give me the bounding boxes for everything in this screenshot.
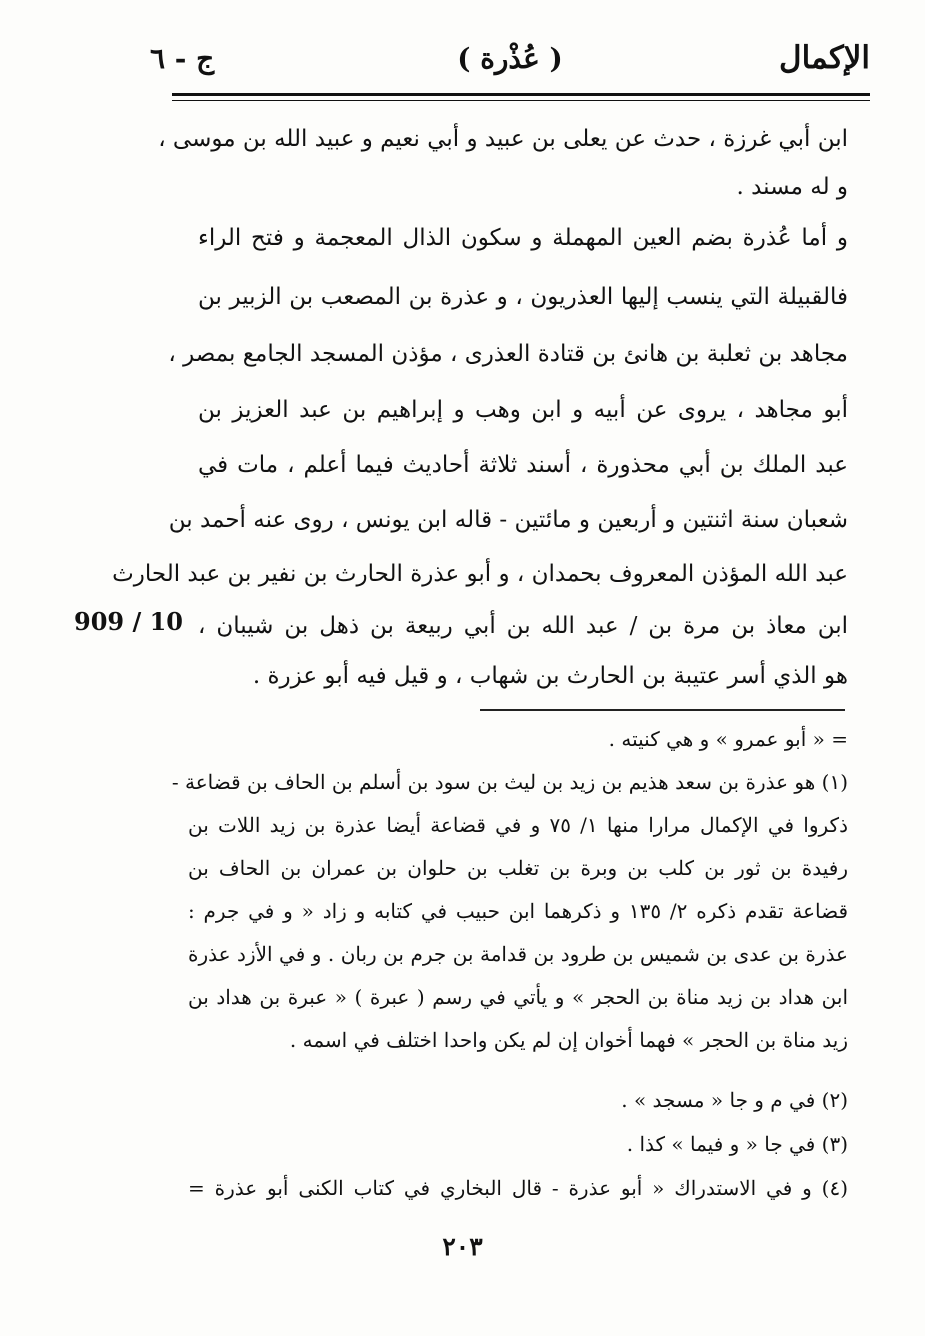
footnote-line: = « أبو عمرو » و هي كنيته .: [608, 727, 848, 751]
text-line: و أما عُذرة بضم العين المهملة و سكون الذال المعجمة و فتح الراء: [198, 225, 848, 251]
footnote-line: (١) هو عذرة بن سعد هذيم بن زيد بن ليث بن سود بن أسلم بن الحاف بن قضاعة -: [171, 770, 848, 794]
footnote-separator: [480, 709, 845, 711]
footnote-line: (٤) و في الاستدراك « أبو عذرة - قال البخاري في كتاب الكنى أبو عذرة =: [188, 1176, 848, 1200]
book-title: الإكمال: [779, 40, 870, 76]
text-line: مجاهد بن ثعلبة بن هانئ بن قتادة العذرى ، مؤذن المسجد الجامع بمصر ،: [168, 341, 848, 367]
footnote-line: ذكروا في الإكمال مرارا منها ١/ ٧٥ و في قضاعة أيضا عذرة بن زيد اللات بن: [188, 813, 848, 837]
header-rule-thick: [172, 93, 870, 96]
footnote-line: (٢) في م و جا « مسجد » .: [621, 1088, 848, 1112]
volume-number: ج - ٦: [150, 42, 215, 75]
text-line: و له مسند .: [736, 174, 848, 200]
text-line: شعبان سنة اثنتين و أربعين و مائتين - قاله ابن يونس ، روى عنه أحمد بن: [168, 507, 848, 533]
footnote-line: قضاعة تقدم ذكره ٢/ ١٣٥ و ذكرهما ابن حبيب في كتابه و زاد « و في جرم :: [188, 899, 849, 923]
footnote-line: رفيدة بن ثور بن كلب بن وبرة بن تغلب بن حلوان بن عمران بن الحاف بن: [188, 856, 848, 880]
footnote-line: زيد مناة بن الحجر » فهما أخوان إن لم يكن واحدا اختلف في اسمه .: [289, 1028, 848, 1052]
text-line: ابن أبي غرزة ، حدث عن يعلى بن عبيد و أبي نعيم و عبيد الله بن موسى ،: [158, 126, 848, 152]
page-number: ٢٠٣: [442, 1232, 483, 1261]
footnote-line: عذرة بن عدى بن شميس بن طرود بن قدامة بن جرم بن ربان . و في الأزد عذرة: [188, 942, 848, 966]
text-line: ابن معاذ بن مرة بن / عبد الله بن أبي ربيعة بن ذهل بن شيبان ،: [198, 613, 848, 639]
footnote-line: (٣) في جا « و فيما » كذا .: [626, 1132, 848, 1156]
running-header: [150, 40, 870, 90]
text-line: فالقبيلة التي ينسب إليها العذريون ، و عذرة بن المصعب بن الزبير بن: [198, 284, 848, 310]
text-line: هو الذي أسر عتيبة بن الحارث بن شهاب ، و قيل فيه أبو عزرة .: [252, 663, 848, 689]
text-line: أبو مجاهد ، يروى عن أبيه و ابن وهب و إبراهيم بن عبد العزيز بن: [198, 397, 848, 423]
manuscript-folio-note: 909 / 10: [74, 607, 183, 636]
text-line: عبد الله المؤذن المعروف بحمدان ، و أبو عذرة الحارث بن نفير بن عبد الحارث: [112, 561, 848, 587]
entry-word: ( عُذْرة ): [457, 42, 563, 75]
text-line: عبد الملك بن أبي محذورة ، أسند ثلاثة أحاديث فيما أعلم ، مات في: [198, 452, 848, 478]
header-rule-thin: [172, 100, 870, 101]
footnote-line: ابن هداد بن زيد مناة بن الحجر » و يأتي في رسم ( عبرة ) « عبرة بن هداد بن: [188, 985, 848, 1009]
